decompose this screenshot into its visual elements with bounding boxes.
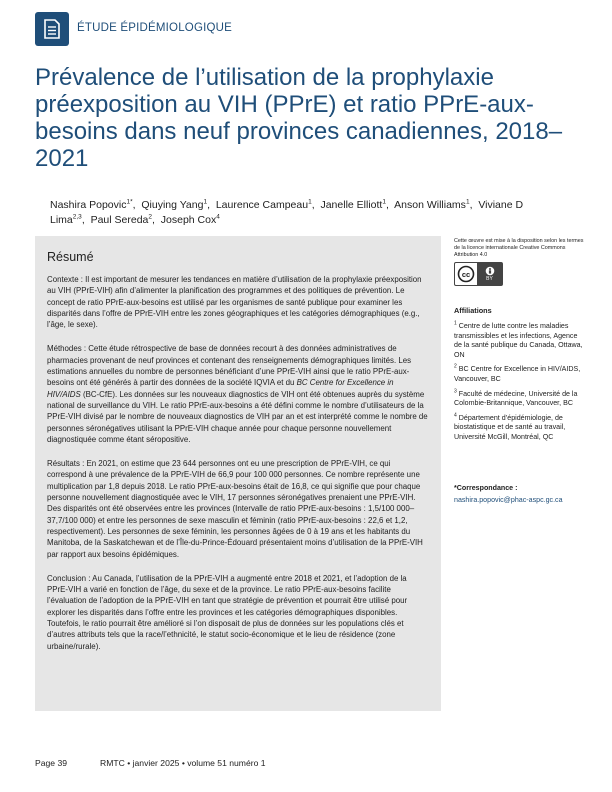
affiliation-item: $^4$ Département d’épidémiologie, de biostatistique et de santé au travail, Université McGill, Montréal, QC (454, 412, 566, 441)
page-number: Page 39 (35, 758, 68, 768)
author: Joseph Cox$^4$ (160, 213, 220, 226)
author: Janelle Elliott$^1$ (320, 198, 386, 211)
journal-citation: RMTC • janvier 2025 • volume 51 numéro 1 (100, 758, 266, 768)
abstract-conclusion: Conclusion : Au Canada, l’utilisation de la PPrE-VIH a augmenté entre 2018 et 2021, et l’adoption de la PPrE-VIH a varié en fonction de l’âge, du sexe et de la province. Le ratio PPrE-aux-besoins facilite l’évaluation de l’adoption de la PPrE-VIH en tant que stratégie de prévention et pourrait être utilisé pour explorer les disparités dans l’offre entre les provinces et les catégories démographiques disponibles. Toutefois, le ratio pourrait être amélioré si l’on disposait de plus de données sur les populations clés et d’autres attributs tels que la race/l’ethnicité, le statut socio-économique et le lieu de résidence (zone urbaine/rurale). (47, 573, 408, 651)
author-list: Nashira Popovic$^{1*}$, Qiuying Yang$^1$, Laurence Campeau$^1$, Janelle Elliott$^1$, Anson Williams$^1$, Viviane D Lima$^{2,3}$, Paul Sereda$^2$, Joseph Cox$^4$ (50, 198, 524, 226)
affiliation-item: $^3$ Faculté de médecine, Université de la Colombie-Britannique, Vancouver, BC (454, 388, 578, 408)
cc-icon (455, 263, 477, 285)
affiliation-item: $^2$ BC Centre for Excellence in HIV/AIDS, Vancouver, BC (454, 364, 581, 383)
abstract-box (35, 236, 441, 711)
abstract-contexte: Contexte : Il est important de mesurer les tendances en matière d’utilisation de la prophylaxie préexposition au VIH (PPrE-VIH) afin d’alimenter la planification des programmes et des politiques de prévention. Le concept de ratio PPrE-aux-besoins est utilisé par les organismes de santé publique pour examiner les disparités dans l’offre de PPrE-VIH entre les zones géographiques et les catégories démographiques (e.g., l’âge, le sexe). (47, 275, 422, 330)
author: Laurence Campeau$^1$ (215, 198, 312, 211)
abstract-resultats: Résultats : En 2021, on estime que 23 644 personnes ont eu une prescription de PPrE-VIH, ce qui correspond à une prévalence de la PPrE-VIH de 66,9 pour 100 000 personnes. Ce nombre représente une multiplication par 1,8 depuis 2018. Le ratio PPrE-aux-besoins était de 16,8, ce qui signifie que pour chaque personne nouvellement diagnostiquée avec le VIH, 17 personnes séronégatives prenaient une PPrE-VIH. Des disparités ont été observées entre les provinces (Intervalle de ratio PPrE-aux-besoins : 1,5/100 000–37,7/100 000) et entre les personnes de sexe masculin et féminin (ratio PPrE-aux-besoins : 22,6 et 1,2, respectivement). Les personnes de sexe féminin, les personnes âgées de 0 à 19 ans et les habitants du Manitoba, de la Saskatchewan et de l’Île-du-Prince-Édouard présentaient moins d’utilisation de la PPrE-VIH par rapport aux besoins épidémiques. (47, 459, 423, 559)
abstract-heading: Résumé (47, 250, 94, 264)
correspondence-heading: *Correspondance : (454, 484, 518, 492)
article-title: Prévalence de l’utilisation de la prophylaxie préexposition au VIH (PPrE) et ratio PPrE-aux-besoins dans neuf provinces canadiennes, 2018–2021 (35, 64, 563, 172)
author: Paul Sereda$^2$ (90, 213, 152, 226)
author: Nashira Popovic$^{1*}$ (50, 198, 133, 211)
svg-text:cc: cc (461, 270, 471, 279)
article-type-label: ÉTUDE ÉPIDÉMIOLOGIQUE (77, 22, 233, 34)
cc-license-badge[interactable] (454, 262, 503, 286)
affiliations-heading: Affiliations (454, 306, 492, 315)
author: Viviane D Lima$^{2,3}$ (50, 199, 524, 226)
author: Qiuying Yang$^1$ (141, 198, 208, 211)
abstract-methodes: Méthodes : Cette étude rétrospective de base de données recourt à des données administratives de pharmacies provenant de neuf provinces et contenant des renseignements démographiques limités. Les estimations annuelles du nombre de personnes bénéficiant d’une PPrE-VIH ainsi que le ratio PPrE-aux-besoins ont été générés à partir des données de la société IQVIA et du BC Centre for Excellence in HIV/AIDS (BC-CfE). Les données sur les nouveaux diagnostics de VIH ont été obtenues auprès du système national de surveillance du VIH. Le ratio PPrE-aux-besoins a été défini comme le nombre d’utilisateurs de la PPrE-VIH divisé par le nombre de nouveaux diagnostics de VIH par an et est interprété comme le nombre de personnes séronégatives utilisant la PPrE-VIH chaque année pour chaque personne nouvellement diagnostiquée comme étant séropositive. (47, 344, 428, 444)
author: Anson Williams$^1$ (394, 198, 470, 211)
by-icon: BY (477, 263, 502, 285)
affiliation-item: $^1$ Centre de lutte contre les maladies transmissibles et les infections, Agence de la santé publique du Canada, Ottawa, ON (454, 320, 583, 359)
license-text: Cette œuvre est mise à la disposition selon les termes de la licence internationale Creative Commons Attribution 4.0 (454, 238, 584, 258)
affiliations-list (454, 322, 584, 448)
document-icon (35, 12, 69, 46)
correspondence-email-link[interactable]: nashira.popovic@phac-aspc.gc.ca (454, 496, 563, 504)
